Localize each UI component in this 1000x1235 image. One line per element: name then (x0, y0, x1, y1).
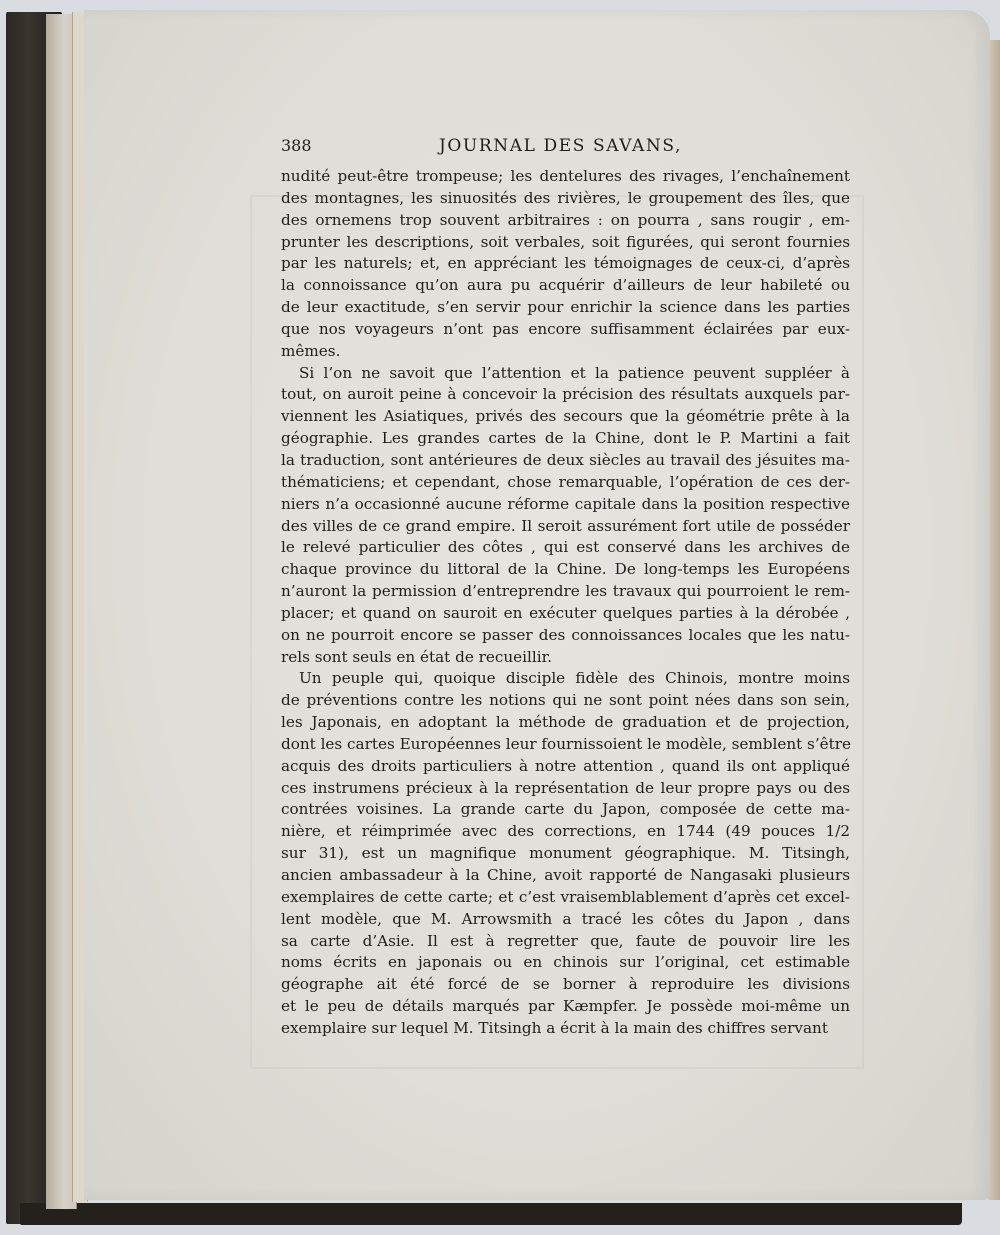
page-text (281, 136, 850, 1040)
text-line: rels sont seuls en état de recueillir. (281, 647, 553, 666)
text-line: des villes de ce grand empire. Il seroit assurément fort utile de posséder (281, 516, 850, 535)
text-line: exemplaire sur lequel M. Titsingh a écrit à la main des chiffres servant (281, 1018, 828, 1037)
text-line: la traduction, sont antérieures de deux siècles au travail des jésuites ma- (281, 450, 850, 469)
paragraph (281, 363, 850, 669)
text-line: le relevé particulier des côtes , qui est conservé dans les archives de (281, 538, 850, 557)
text-line: des ornemens trop souvent arbitraires : on pourra , sans rougir , em- (281, 210, 850, 229)
text-line: de leur exactitude, s’en servir pour enrichir la science dans les parties (281, 298, 850, 317)
text-line: géographe ait été forcé de se borner à reproduire les divisions (281, 975, 850, 994)
text-line: thématiciens; et cependant, chose remarquable, l’opération de ces der- (281, 472, 850, 491)
text-line: on ne pourroit encore se passer des connoissances locales que les natu- (281, 625, 850, 644)
text-line: Un peuple qui, quoique disciple fidèle des Chinois, montre moins (299, 669, 850, 688)
text-line: des montagnes, les sinuosités des rivières, le groupement des îles, que (281, 188, 850, 207)
text-line: ancien ambassadeur à la Chine, avoit rapporté de Nangasaki plusieurs (281, 866, 850, 884)
text-line: tout, on auroit peine à concevoir la précision des résultats auxquels par- (281, 385, 850, 404)
text-line: et le peu de détails marqués par Kæmpfer. Je possède moi-même un (281, 997, 850, 1016)
paragraph (281, 668, 850, 1039)
book-cover-bottom-edge (20, 1203, 962, 1225)
text-line: géographie. Les grandes cartes de la Chine, dont le P. Martini a fait (281, 429, 850, 448)
text-line: prunter les descriptions, soit verbales, soit figurées, qui seront fournies (281, 232, 850, 251)
text-line: nière, et réimprimée avec des corrections, en 1744 (49 pouces 1/2 (281, 822, 850, 841)
text-line: acquis des droits particuliers à notre attention , quand ils ont appliqué (281, 756, 850, 775)
text-line: sa carte d’Asie. Il est à regretter que, faute de pouvoir lire les (281, 931, 850, 950)
text-line: sur 31), est un magnifique monument géographique. M. Titsingh, (281, 844, 850, 863)
text-line: la connoissance qu’on aura pu acquérir d’ailleurs de leur habileté ou (281, 276, 850, 295)
text-line: exemplaires de cette carte; et c’est vraisemblablement d’après cet excel- (281, 887, 850, 906)
text-line: n’auront la permission d’entreprendre les travaux qui pourroient le rem- (281, 582, 850, 601)
text-line: lent modèle, que M. Arrowsmith a tracé les côtes du Japon , dans (281, 909, 850, 928)
text-line: les Japonais, en adoptant la méthode de graduation et de projection, (281, 713, 850, 732)
body-text (281, 166, 850, 1040)
page-header (281, 136, 850, 166)
text-line: mêmes. (281, 341, 341, 360)
text-line: placer; et quand on sauroit en exécuter quelques parties à la dérobée , (281, 603, 850, 622)
text-line: nudité peut-être trompeuse; les dentelures des rivages, l’enchaînement (281, 167, 850, 185)
text-line: chaque province du littoral de la Chine. De long-temps les Européens (281, 560, 850, 579)
running-head: JOURNAL DES SAVANS, (438, 136, 682, 156)
text-line: Si l’on ne savoit que l’attention et la patience peuvent suppléer à (299, 363, 850, 382)
page-number: 388 (281, 136, 312, 155)
text-line: noms écrits en japonais ou en chinois sur l’original, cet estimable (281, 953, 850, 972)
text-line: que nos voyageurs n’ont pas encore suffisamment éclairées par eux- (281, 319, 850, 338)
text-line: viennent les Asiatiques, privés des secours que la géométrie prête à la (281, 407, 850, 426)
text-line: contrées voisines. La grande carte du Japon, composée de cette ma- (281, 800, 850, 819)
paragraph (281, 166, 850, 363)
text-line: dont les cartes Européennes leur fournissoient le modèle, semblent s’être (281, 734, 852, 753)
text-line: niers n’a occasionné aucune réforme capitale dans la position respective (281, 494, 850, 513)
text-line: ces instrumens précieux à la représentation de leur propre pays ou des (281, 778, 850, 797)
text-line: par les naturels; et, en appréciant les témoignages de ceux-ci, d’après (281, 254, 850, 273)
text-line: de préventions contre les notions qui ne sont point nées dans son sein, (281, 691, 850, 710)
